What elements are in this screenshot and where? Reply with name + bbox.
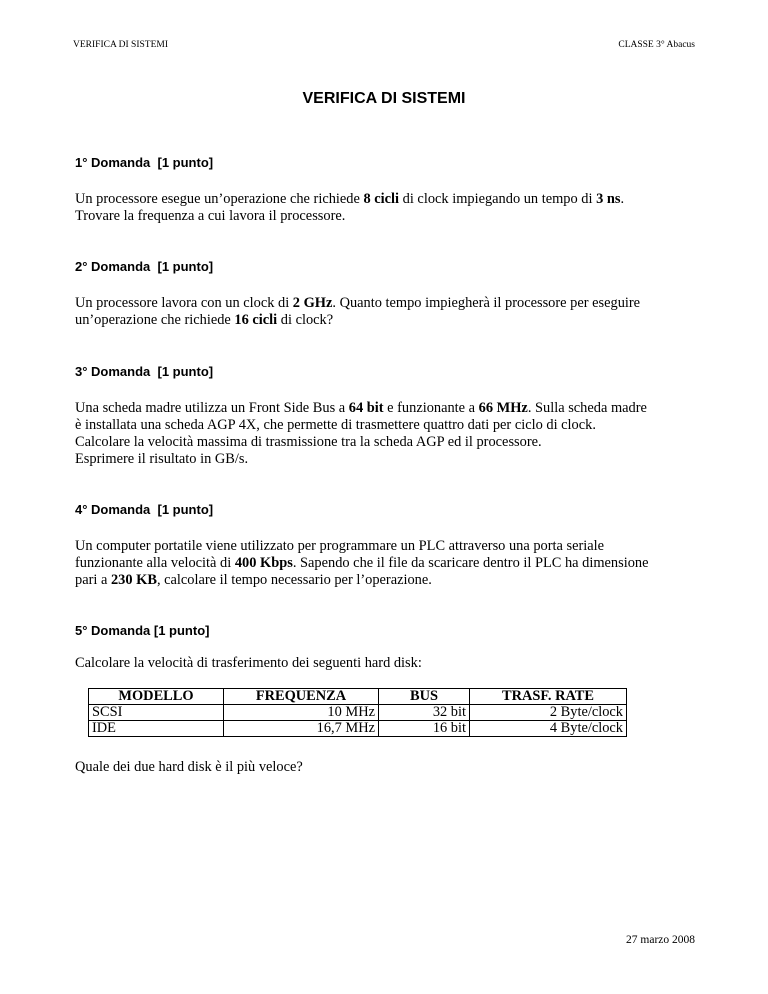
header-right-text: CLASSE 3° Abacus <box>618 40 695 50</box>
question-3-line-4: Esprimere il risultato in GB/s. <box>75 451 249 467</box>
page-header <box>73 40 695 54</box>
question-2-line-1: Un processore lavora con un clock di 2 GHz. Quanto tempo impiegherà il processore per eseguire <box>75 295 641 311</box>
question-3 <box>75 364 700 467</box>
table-row <box>89 705 627 721</box>
question-4 <box>75 502 700 588</box>
page-title: VERIFICA DI SISTEMI <box>302 90 466 107</box>
table-header-trasf-rate: TRASF. RATE <box>470 689 627 705</box>
question-2-line-2: un’operazione che richiede 16 cicli di clock? <box>75 312 334 328</box>
table-cell-modello: SCSI <box>89 705 224 721</box>
question-3-line-2: è installata una scheda AGP 4X, che permette di trasmettere quattro dati per ciclo di clock. <box>75 417 596 433</box>
question-1-heading: 1° Domanda [1 punto] <box>75 155 214 170</box>
question-5-heading: 5° Domanda [1 punto] <box>75 623 210 638</box>
table-row <box>89 721 627 737</box>
table-cell-frequenza: 10 MHz <box>224 705 379 721</box>
question-2-heading: 2° Domanda [1 punto] <box>75 259 214 274</box>
question-4-heading: 4° Domanda [1 punto] <box>75 502 214 517</box>
table-header-bus: BUS <box>379 689 470 705</box>
table-cell-modello: IDE <box>89 721 224 737</box>
question-3-line-3: Calcolare la velocità massima di trasmissione tra la scheda AGP ed il processore. <box>75 434 542 450</box>
closing-question: Quale dei due hard disk è il più veloce? <box>75 759 303 775</box>
table-cell-bus: 32 bit <box>379 705 470 721</box>
table-header-row <box>89 689 627 705</box>
page-footer-date: 27 marzo 2008 <box>626 934 695 946</box>
question-3-heading: 3° Domanda [1 punto] <box>75 364 214 379</box>
question-5 <box>75 623 700 671</box>
table-header-frequenza: FREQUENZA <box>224 689 379 705</box>
question-5-line-1: Calcolare la velocità di trasferimento dei seguenti hard disk: <box>75 655 422 671</box>
question-1-line-2: Trovare la frequenza a cui lavora il processore. <box>75 208 346 224</box>
header-left-text: VERIFICA DI SISTEMI <box>73 40 169 50</box>
question-4-line-2: funzionante alla velocità di 400 Kbps. Sapendo che il file da scaricare dentro il PLC ha dimensione <box>75 555 649 571</box>
table-cell-bus: 16 bit <box>379 721 470 737</box>
question-3-line-1: Una scheda madre utilizza un Front Side Bus a 64 bit e funzionante a 66 MHz. Sulla scheda madre <box>75 400 647 416</box>
question-2 <box>75 259 700 328</box>
question-4-line-1: Un computer portatile viene utilizzato per programmare un PLC attraverso una porta seriale <box>75 538 605 554</box>
table-cell-trasf-rate: 2 Byte/clock <box>470 705 627 721</box>
question-1-line-1: Un processore esegue un’operazione che richiede 8 cicli di clock impiegando un tempo di 3 ns. <box>75 191 625 207</box>
table-cell-trasf-rate: 4 Byte/clock <box>470 721 627 737</box>
table-header-modello: MODELLO <box>89 689 224 705</box>
hard-disk-table <box>88 688 627 737</box>
question-4-line-3: pari a 230 KB, calcolare il tempo necessario per l’operazione. <box>75 572 432 588</box>
table-cell-frequenza: 16,7 MHz <box>224 721 379 737</box>
question-1 <box>75 155 700 224</box>
